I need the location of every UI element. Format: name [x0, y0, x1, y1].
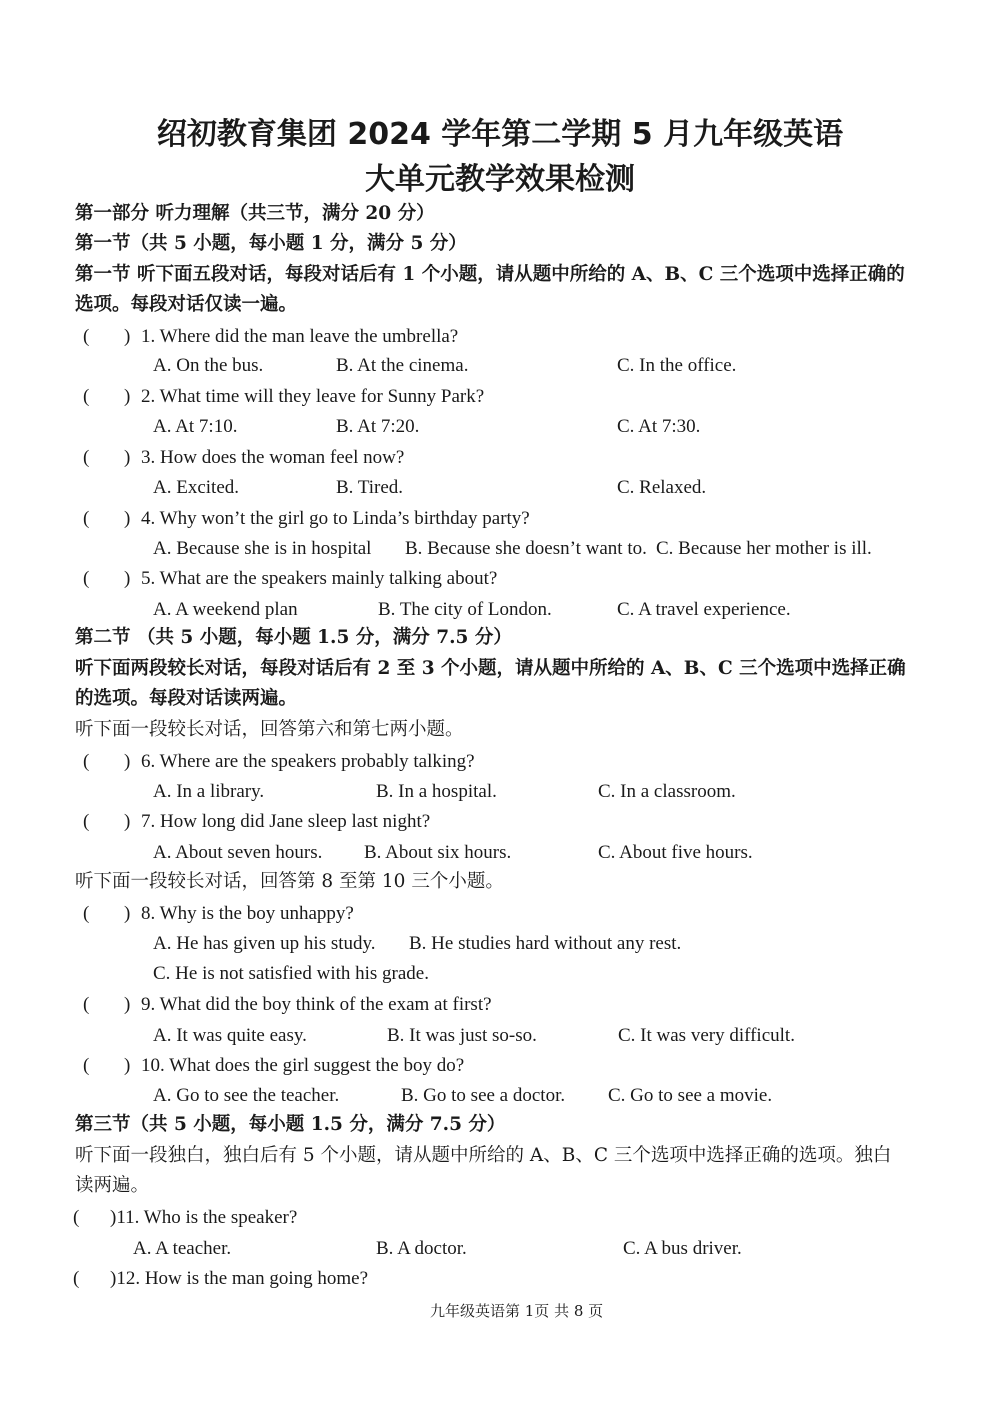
answer-bracket-close: ): [124, 903, 131, 924]
q10-option-c: C. Go to see a movie.: [608, 1085, 773, 1106]
question-12: )12. How is the man going home?: [110, 1268, 369, 1289]
answer-bracket-open[interactable]: (: [83, 811, 90, 832]
q8-option-a: A. He has given up his study.: [153, 933, 376, 954]
answer-bracket-open[interactable]: (: [73, 1207, 80, 1228]
question-8: 8. Why is the boy unhappy?: [141, 903, 354, 924]
answer-bracket-open[interactable]: (: [83, 508, 90, 529]
answer-bracket-open[interactable]: (: [83, 903, 90, 924]
q6-option-c: C. In a classroom.: [598, 781, 736, 802]
q6-option-b: B. In a hospital.: [376, 781, 497, 802]
section3-header: 第三节（共 5 小题，每小题 1.5 分，满分 7.5 分）: [75, 1114, 506, 1135]
q1-option-c: C. In the office.: [617, 355, 737, 376]
answer-bracket-close: ): [124, 386, 131, 407]
answer-bracket-open[interactable]: (: [83, 447, 90, 468]
q5-option-c: C. A travel experience.: [617, 599, 791, 620]
question-1: 1. Where did the man leave the umbrella?: [141, 326, 459, 347]
question-2: 2. What time will they leave for Sunny Park?: [141, 386, 485, 407]
answer-bracket-close: ): [124, 447, 131, 468]
exam-title-line1: 绍初教育集团 2024 学年第二学期 5 月九年级英语: [156, 117, 844, 152]
q4-option-a: A. Because she is in hospital: [153, 538, 372, 559]
section1-instruction-line1: 第一节 听下面五段对话，每段对话后有 1 个小题，请从题中所给的 A、B、C 三个选项中选择正确的: [75, 264, 905, 285]
section2-instruction-line2: 的选项。每段对话读两遍。: [75, 688, 298, 709]
q9-option-a: A. It was quite easy.: [153, 1025, 307, 1046]
part1-header: 第一部分 听力理解（共三节，满分 20 分）: [75, 203, 435, 224]
section3-instruction-line2: 读两遍。: [75, 1175, 150, 1196]
q4-option-c: C. Because her mother is ill.: [656, 538, 872, 559]
question-3: 3. How does the woman feel now?: [141, 447, 405, 468]
q6-option-a: A. In a library.: [153, 781, 265, 802]
answer-bracket-close: ): [124, 751, 131, 772]
q2-option-b: B. At 7:20.: [336, 416, 420, 437]
q5-option-a: A. A weekend plan: [153, 599, 298, 620]
dialog1-note: 听下面一段较长对话，回答第六和第七两小题。: [75, 719, 464, 740]
question-7: 7. How long did Jane sleep last night?: [141, 811, 431, 832]
q3-option-b: B. Tired.: [336, 477, 404, 498]
q9-option-c: C. It was very difficult.: [618, 1025, 795, 1046]
question-6: 6. Where are the speakers probably talking?: [141, 751, 475, 772]
question-9: 9. What did the boy think of the exam at first?: [141, 994, 492, 1015]
question-11: )11. Who is the speaker?: [110, 1207, 298, 1228]
answer-bracket-open[interactable]: (: [83, 751, 90, 772]
answer-bracket-close: ): [124, 508, 131, 529]
answer-bracket-close: ): [124, 568, 131, 589]
q2-option-a: A. At 7:10.: [153, 416, 238, 437]
answer-bracket-close: ): [124, 1055, 131, 1076]
q8-option-c: C. He is not satisfied with his grade.: [153, 963, 429, 984]
q11-option-c: C. A bus driver.: [623, 1238, 742, 1259]
question-4: 4. Why won’t the girl go to Linda’s birthday party?: [141, 508, 530, 529]
dialog2-note: 听下面一段较长对话，回答第 8 至第 10 三个小题。: [75, 871, 504, 892]
section3-instruction-line1: 听下面一段独白，独白后有 5 个小题，请从题中所给的 A、B、C 三个选项中选择正确的选项。独白: [75, 1145, 892, 1166]
answer-bracket-open[interactable]: (: [83, 1055, 90, 1076]
q2-option-c: C. At 7:30.: [617, 416, 701, 437]
answer-bracket-open[interactable]: (: [83, 994, 90, 1015]
q11-option-a: A. A teacher.: [133, 1238, 232, 1259]
q9-option-b: B. It was just so-so.: [387, 1025, 537, 1046]
q1-option-b: B. At the cinema.: [336, 355, 469, 376]
q4-option-b: B. Because she doesn’t want to.: [405, 538, 647, 559]
section2-instruction-line1: 听下面两段较长对话，每段对话后有 2 至 3 个小题，请从题中所给的 A、B、C 三个选项中选择正确: [75, 658, 906, 679]
q7-option-c: C. About five hours.: [598, 842, 753, 863]
answer-bracket-close: ): [124, 326, 131, 347]
answer-bracket-open[interactable]: (: [83, 386, 90, 407]
answer-bracket-close: ): [124, 811, 131, 832]
section1-header: 第一节（共 5 小题，每小题 1 分，满分 5 分）: [75, 233, 467, 254]
question-10: 10. What does the girl suggest the boy do?: [141, 1055, 465, 1076]
q7-option-b: B. About six hours.: [364, 842, 512, 863]
section1-instruction-line2: 选项。每段对话仅读一遍。: [75, 294, 298, 315]
answer-bracket-close: ): [124, 994, 131, 1015]
answer-bracket-open[interactable]: (: [83, 568, 90, 589]
q3-option-c: C. Relaxed.: [617, 477, 707, 498]
q3-option-a: A. Excited.: [153, 477, 240, 498]
section2-header: 第二节 （共 5 小题，每小题 1.5 分，满分 7.5 分）: [75, 627, 512, 648]
page-footer: 九年级英语第 1页 共 8 页: [430, 1302, 604, 1320]
q11-option-b: B. A doctor.: [376, 1238, 467, 1259]
q5-option-b: B. The city of London.: [378, 599, 552, 620]
q7-option-a: A. About seven hours.: [153, 842, 323, 863]
answer-bracket-open[interactable]: (: [73, 1268, 80, 1289]
q10-option-a: A. Go to see the teacher.: [153, 1085, 340, 1106]
question-5: 5. What are the speakers mainly talking about?: [141, 568, 498, 589]
q10-option-b: B. Go to see a doctor.: [401, 1085, 566, 1106]
answer-bracket-open[interactable]: (: [83, 326, 90, 347]
exam-title-line2: 大单元教学效果检测: [365, 162, 635, 197]
q8-option-b: B. He studies hard without any rest.: [409, 933, 682, 954]
q1-option-a: A. On the bus.: [153, 355, 264, 376]
